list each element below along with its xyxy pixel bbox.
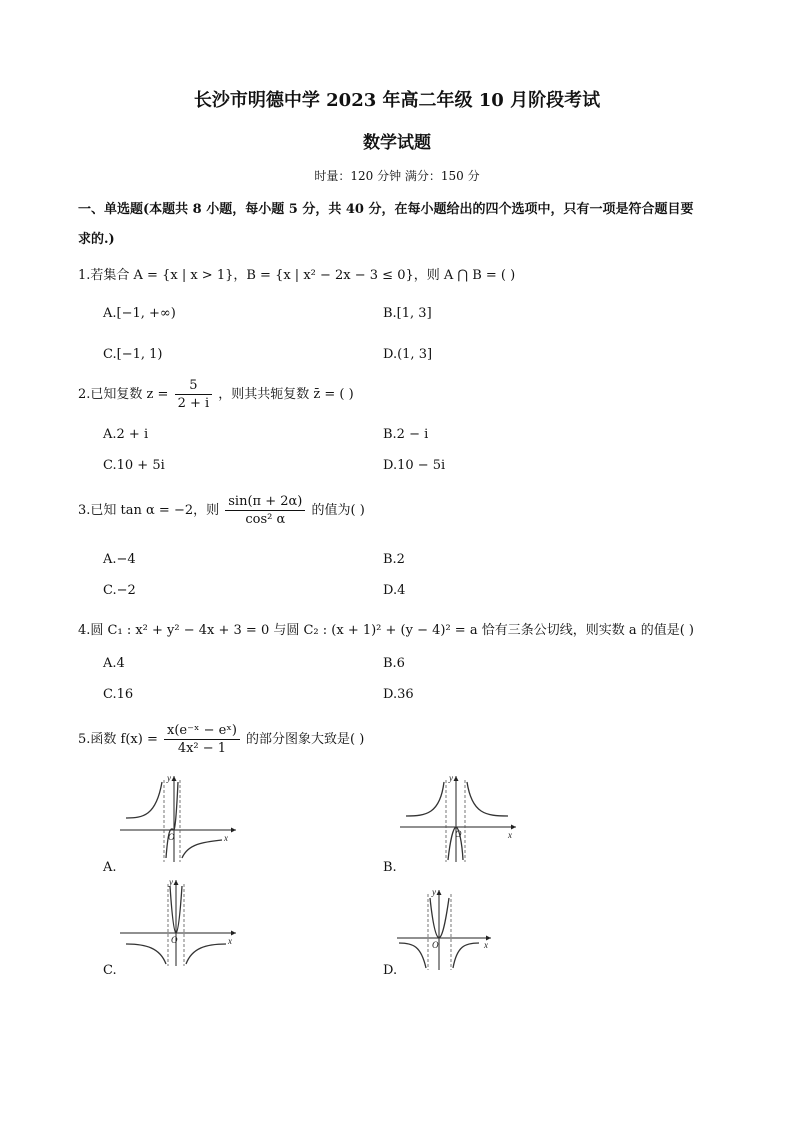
fraction-numerator: 5 — [175, 378, 213, 395]
section-heading-cont: 求的.) — [78, 232, 115, 247]
question-5-stem — [78, 723, 364, 756]
question-3-fraction — [225, 494, 305, 527]
y-axis-label: y — [167, 773, 171, 783]
y-axis-arrow — [454, 776, 459, 781]
x-axis-label: x — [508, 830, 512, 840]
question-4-stem: 4.圆 C₁ : x² + y² − 4x + 3 = 0 与圆 C₂ : (x + 1)² + (y − 4)² = a 恰有三条公切线，则实数 a 的值是( ) — [78, 623, 695, 638]
question-2-fraction — [175, 378, 213, 411]
y-axis-arrow — [172, 776, 177, 781]
question-5-option-a: A. — [103, 860, 117, 875]
curve-right-branch — [182, 840, 222, 858]
question-3-stem-post: 的值为( ) — [311, 503, 365, 518]
curve-middle-branch — [166, 782, 178, 858]
x-axis-label: x — [228, 936, 232, 946]
curve-left-branch — [126, 944, 166, 964]
question-1-option-d: D.(1, 3] — [383, 347, 433, 362]
question-5-stem-post: 的部分图象大致是( ) — [246, 732, 365, 747]
question-1-option-c: C.[−1, 1) — [103, 347, 163, 362]
question-2-stem-post: ，则其共轭复数 z̄ = ( ) — [218, 387, 354, 402]
question-2-option-b: B.2 − i — [383, 427, 429, 442]
y-axis-label: y — [432, 887, 436, 897]
fraction-denominator: 4x² − 1 — [177, 741, 227, 756]
section-heading: 一、单选题(本题共 8 小题，每小题 5 分，共 40 分，在每小题给出的四个选项中，只有一项是符合题目要 — [78, 202, 694, 217]
x-axis-label: x — [224, 833, 228, 843]
question-5-option-c: C. — [103, 963, 117, 978]
x-axis-label: x — [484, 940, 488, 950]
question-2-option-a: A.2 + i — [103, 427, 149, 442]
x-axis-arrow — [231, 828, 236, 833]
question-4-option-d: D.36 — [383, 687, 414, 702]
question-1-stem: 1.若集合 A = {x | x > 1}，B = {x | x² − 2x − 3 ≤ 0}，则 A ⋂ B = ( ) — [78, 268, 516, 283]
y-axis-label: y — [449, 773, 453, 783]
question-5-graph-a — [118, 772, 240, 864]
question-3-option-c: C.−2 — [103, 583, 136, 598]
question-5-graph-b — [398, 772, 520, 864]
exam-subtitle: 数学试题 — [363, 133, 431, 153]
fraction-denominator: 2 + i — [177, 396, 210, 411]
question-4-option-a: A.4 — [103, 656, 125, 671]
curve-right-branch — [467, 782, 508, 816]
exam-title: 长沙市明德中学 2023 年高二年级 10 月阶段考试 — [193, 90, 601, 111]
question-1-option-b: B.[1, 3] — [383, 306, 432, 321]
origin-label: O — [168, 832, 175, 842]
question-3-option-d: D.4 — [383, 583, 406, 598]
curve-right-branch — [186, 944, 226, 964]
question-2-stem — [78, 378, 354, 411]
question-5-option-b: B. — [383, 860, 397, 875]
curve-right-branch — [453, 943, 479, 968]
exam-meta: 时量：120 分钟 满分：150 分 — [314, 169, 480, 183]
question-3-option-a: A.−4 — [103, 552, 136, 567]
question-5-option-d: D. — [383, 963, 398, 978]
question-5-fraction — [164, 723, 240, 756]
origin-label: O — [171, 935, 178, 945]
origin-label: O — [432, 940, 439, 950]
y-axis-label: y — [169, 877, 173, 887]
question-4-option-c: C.16 — [103, 687, 134, 702]
fraction-denominator: cos² α — [245, 512, 286, 527]
question-3-option-b: B.2 — [383, 552, 405, 567]
curve-left-branch — [126, 782, 162, 818]
question-5-graph-c — [118, 876, 240, 968]
fraction-numerator: sin(π + 2α) — [225, 494, 305, 511]
question-2-option-d: D.10 − 5i — [383, 458, 446, 473]
question-3-stem-pre: 3.已知 tan α = −2，则 — [78, 503, 220, 518]
curve-left-branch — [399, 943, 426, 968]
curve-left-branch — [406, 782, 444, 816]
fraction-numerator: x(e⁻ˣ − eˣ) — [164, 723, 240, 740]
question-5-stem-pre: 5.函数 f(x) = — [78, 732, 158, 747]
question-5-graph-d — [395, 886, 495, 972]
y-axis-arrow — [174, 880, 179, 885]
x-axis-arrow — [231, 931, 236, 936]
question-3-stem — [78, 494, 365, 527]
question-2-option-c: C.10 + 5i — [103, 458, 165, 473]
question-1-option-a: A.[−1, +∞) — [103, 306, 176, 321]
origin-label: O — [455, 829, 462, 839]
question-2-stem-pre: 2.已知复数 z = — [78, 387, 169, 402]
y-axis-arrow — [437, 890, 442, 895]
question-4-option-b: B.6 — [383, 656, 405, 671]
x-axis-arrow — [511, 825, 516, 830]
